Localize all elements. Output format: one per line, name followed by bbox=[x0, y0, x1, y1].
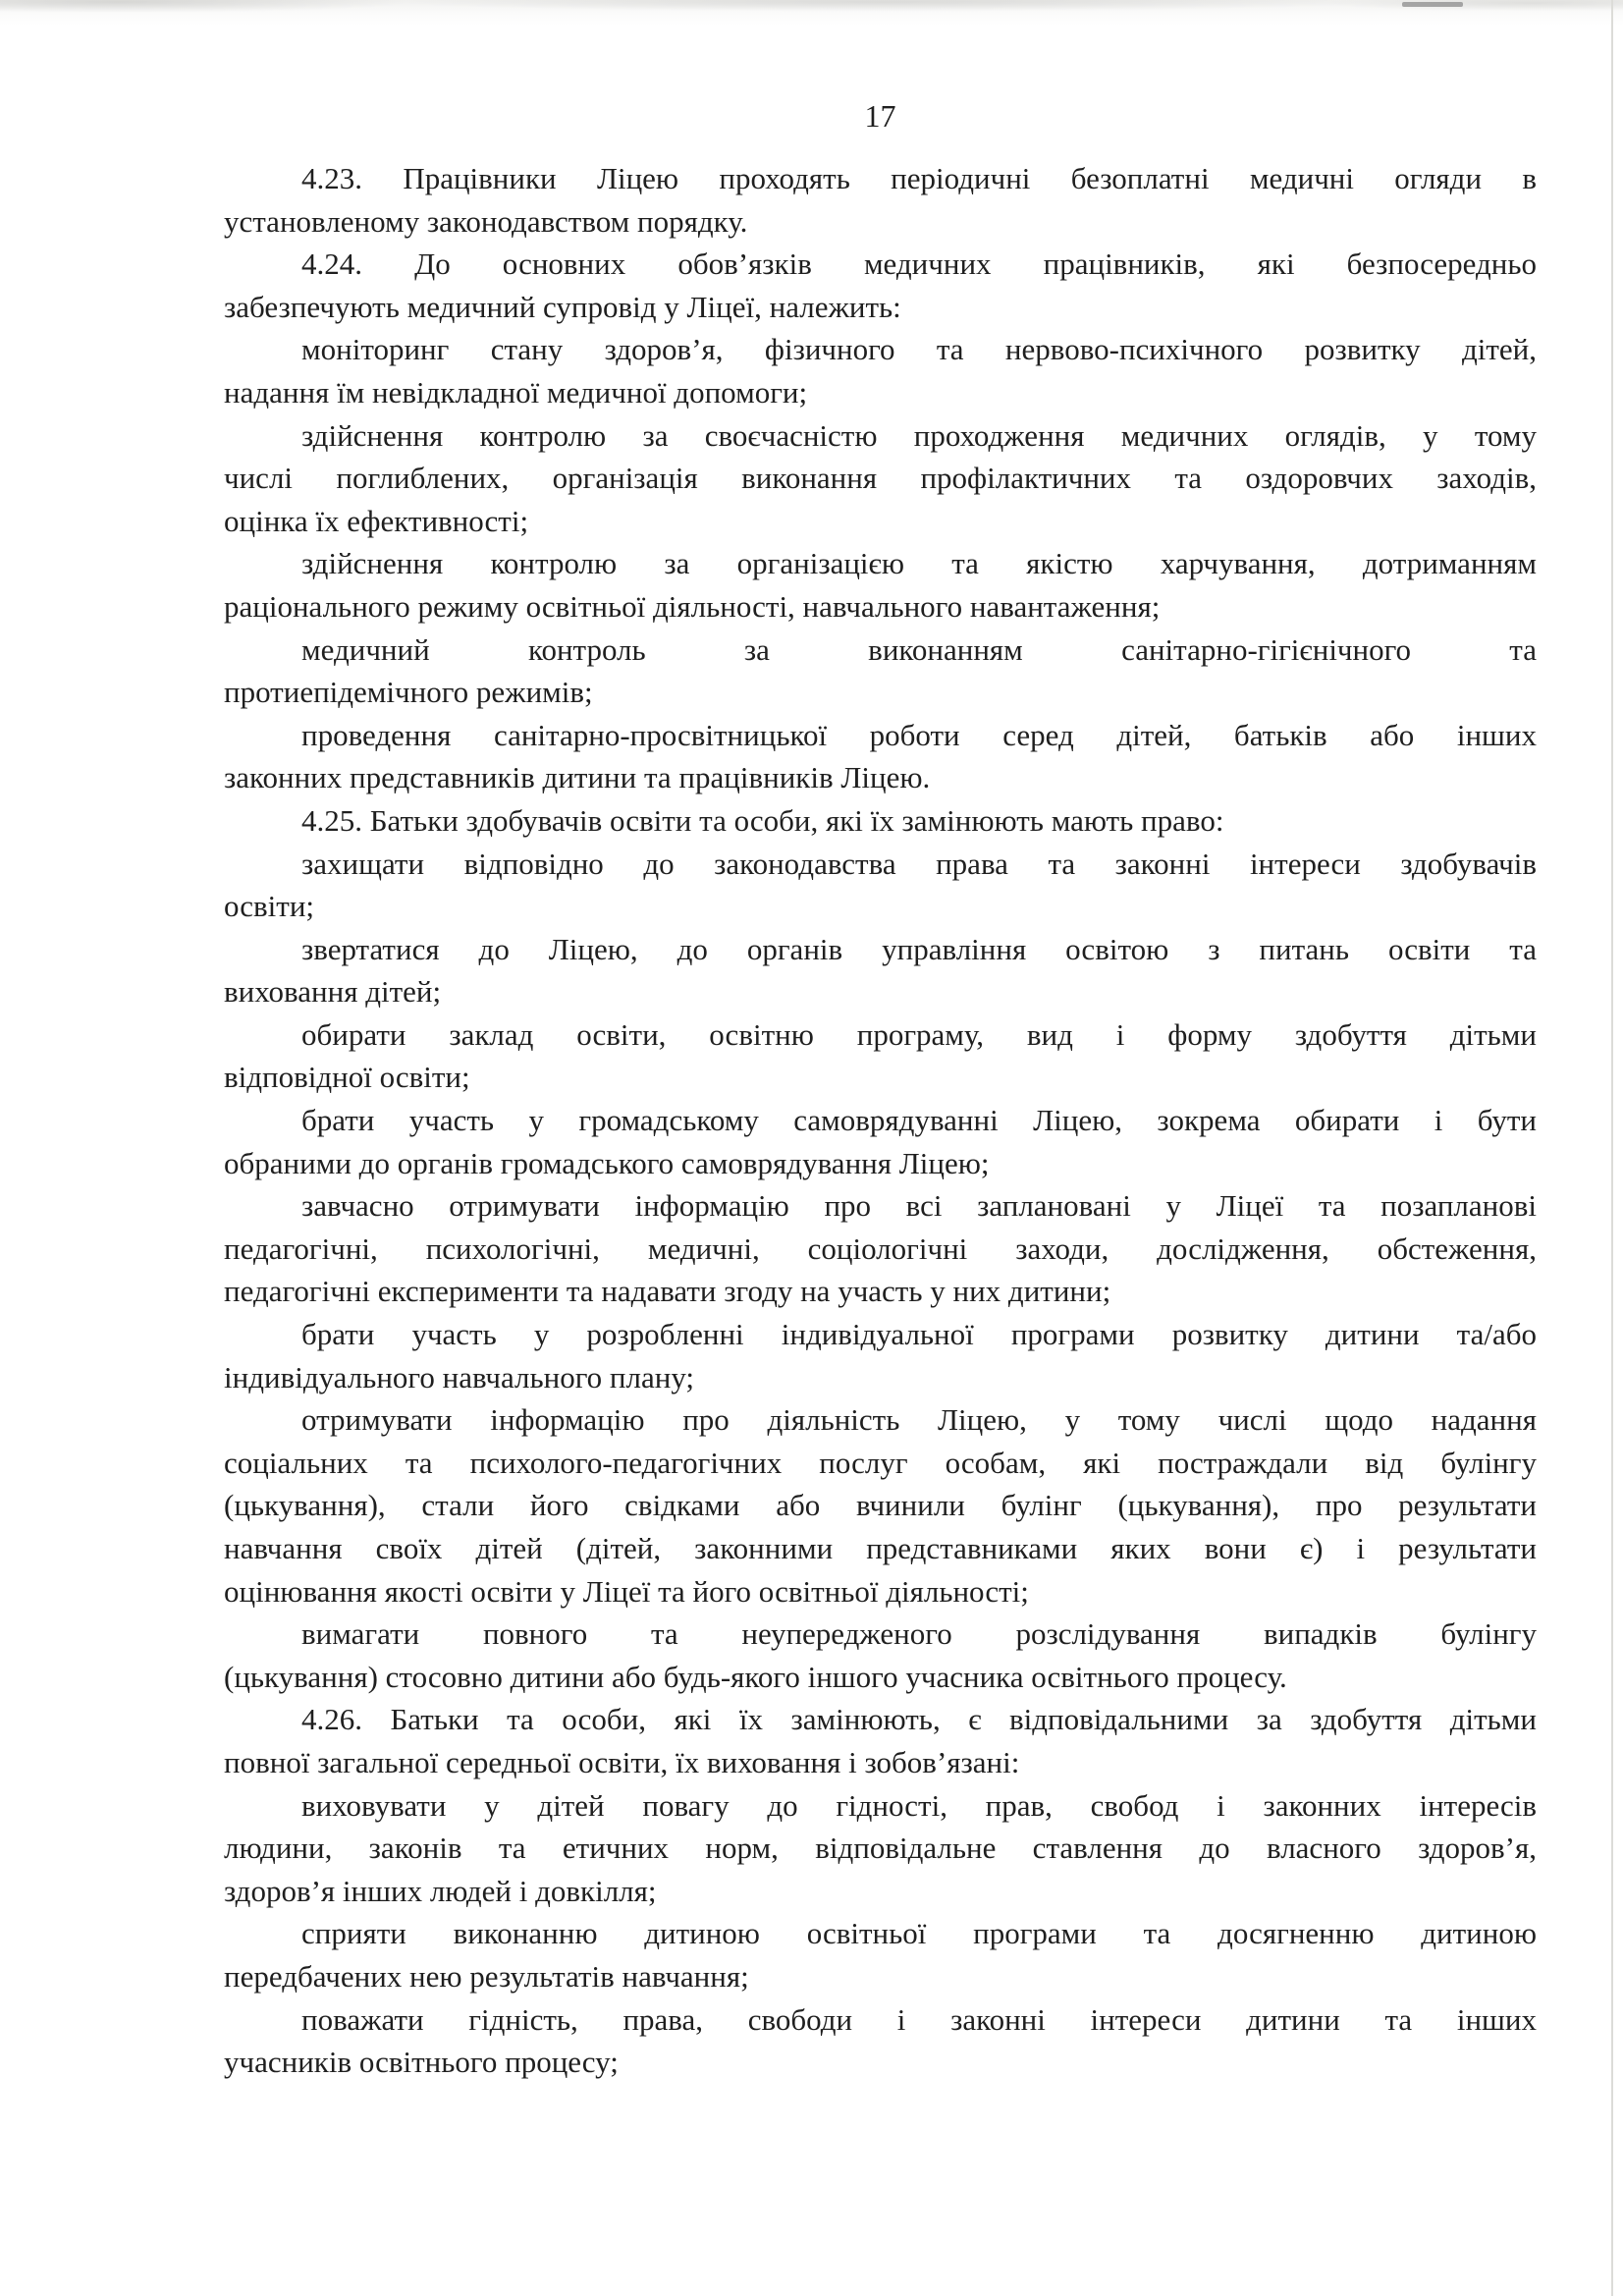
text-line: освіти; bbox=[224, 889, 315, 924]
paragraph bbox=[224, 1313, 1537, 1398]
paragraph bbox=[224, 928, 1537, 1013]
text-line: завчасно отримувати інформацію про всі заплановані у Ліцеї та позапланові bbox=[301, 1188, 1537, 1224]
text-line: законних представників дитини та працівників Ліцею. bbox=[224, 760, 931, 795]
paragraph bbox=[224, 542, 1537, 628]
text-line: захищати відповідно до законодавства права та законні інтереси здобувачів bbox=[301, 846, 1537, 881]
text-line: звертатися до Ліцею, до органів управління освітою з питань освіти та bbox=[301, 931, 1537, 966]
text-line: моніторинг стану здоров’я, фізичного та нервово-психічного розвитку дітей, bbox=[301, 332, 1537, 367]
text-line: отримувати інформацію про діяльність Ліцею, у тому числі щодо надання bbox=[301, 1402, 1537, 1438]
text-line: індивідуального навчального плану; bbox=[224, 1359, 695, 1394]
text-line: здоров’я інших людей і довкілля; bbox=[224, 1873, 657, 1908]
text-line: оцінка їх ефективності; bbox=[224, 503, 529, 538]
paragraph bbox=[224, 1013, 1537, 1099]
text-line: числі поглиблених, організація виконання профілактичних та оздоровчих заходів, bbox=[224, 461, 1537, 496]
text-line: навчання своїх дітей (дітей, законними представниками яких вони є) і результати bbox=[224, 1531, 1537, 1565]
text-line: учасників освітнього процесу; bbox=[224, 2045, 619, 2080]
text-line: (цькування), стали його свідками або вчинили булінг (цькування), про результати bbox=[224, 1488, 1537, 1523]
text-line: відповідної освіти; bbox=[224, 1060, 470, 1095]
text-line: виховання дітей; bbox=[224, 974, 442, 1010]
paragraph bbox=[224, 843, 1537, 928]
scan-artifact-edge-line bbox=[1611, 0, 1613, 2296]
text-line: установленому законодавством порядку. bbox=[224, 203, 748, 239]
paragraph bbox=[224, 714, 1537, 799]
paragraph bbox=[224, 1184, 1537, 1313]
text-line: 4.25. Батьки здобувачів освіти та особи, які їх замінюють мають право: bbox=[301, 802, 1224, 838]
paragraph bbox=[224, 799, 1537, 843]
text-line: протиепідемічного режимів; bbox=[224, 675, 593, 710]
scan-artifact-top-band bbox=[0, 0, 1623, 26]
text-line: (цькування) стосовно дитини або будь-якого іншого учасника освітнього процесу. bbox=[224, 1659, 1287, 1694]
text-line: 4.24. До основних обов’язків медичних працівників, які безпосередньо bbox=[301, 246, 1537, 282]
text-line: оцінювання якості освіти у Ліцеї та його освітньої діяльності; bbox=[224, 1573, 1029, 1609]
text-line: медичний контроль за виконанням санітарно-гігієнічного та bbox=[301, 631, 1537, 667]
text-line: здійснення контролю за своєчасністю проходження медичних оглядів, у тому bbox=[301, 417, 1537, 453]
text-line: передбачених нею результатів навчання; bbox=[224, 1958, 749, 1994]
paragraph bbox=[224, 1099, 1537, 1184]
text-line: надання їм невідкладної медичної допомоги; bbox=[224, 374, 808, 410]
paragraph bbox=[224, 1784, 1537, 1913]
text-line: педагогічні експерименти та надавати згоду на участь у них дитини; bbox=[224, 1274, 1111, 1309]
text-line: брати участь у громадському самоврядуванні Ліцею, зокрема обирати і бути bbox=[301, 1103, 1537, 1138]
text-line: забезпечують медичний супровід у Ліцеї, належить: bbox=[224, 289, 901, 324]
text-line: 4.23. Працівники Ліцею проходять періодичні безоплатні медичні огляди в bbox=[301, 161, 1537, 195]
text-line: проведення санітарно-просвітницької роботи серед дітей, батьків або інших bbox=[301, 717, 1537, 752]
text-line: обирати заклад освіти, освітню програму, вид і форму здобуття дітьми bbox=[301, 1016, 1537, 1052]
text-line: педагогічні, психологічні, медичні, соціологічні заходи, дослідження, обстеження, bbox=[224, 1230, 1537, 1266]
paragraph bbox=[224, 1912, 1537, 1997]
paragraph bbox=[224, 1698, 1537, 1783]
document-text bbox=[224, 157, 1537, 2084]
paragraph bbox=[224, 243, 1537, 328]
paragraph bbox=[224, 157, 1537, 243]
scan-artifact-streak bbox=[1402, 2, 1463, 7]
text-line: поважати гідність, права, свободи і законні інтереси дитини та інших bbox=[301, 2001, 1537, 2037]
page-number: 17 bbox=[864, 98, 896, 134]
text-line: здійснення контролю за організацією та якістю харчування, дотриманням bbox=[301, 546, 1537, 581]
text-line: сприяти виконанню дитиною освітньої програми та досягненню дитиною bbox=[301, 1916, 1537, 1951]
text-line: повної загальної середньої освіти, їх виховання і зобов’язані: bbox=[224, 1744, 1020, 1779]
text-line: соціальних та психолого-педагогічних послуг особам, які постраждали від булінгу bbox=[224, 1445, 1537, 1480]
paragraph bbox=[224, 1998, 1537, 2084]
text-line: виховувати у дітей повагу до гідності, прав, свобод і законних інтересів bbox=[301, 1787, 1537, 1823]
paragraph bbox=[224, 1398, 1537, 1613]
text-line: брати участь у розробленні індивідуальної програми розвитку дитини та/або bbox=[301, 1317, 1537, 1352]
text-line: людини, законів та етичних норм, відповідальне ставлення до власного здоров’я, bbox=[224, 1831, 1537, 1866]
text-line: вимагати повного та неупередженого розслідування випадків булінгу bbox=[301, 1616, 1537, 1652]
text-line: обраними до органів громадського самоврядування Ліцею; bbox=[224, 1145, 990, 1180]
text-line: раціонального режиму освітньої діяльності, навчального навантаження; bbox=[224, 588, 1161, 624]
paragraph bbox=[224, 414, 1537, 543]
paragraph bbox=[224, 1613, 1537, 1698]
paragraph bbox=[224, 328, 1537, 413]
paragraph bbox=[224, 629, 1537, 714]
text-line: 4.26. Батьки та особи, які їх замінюють, є відповідальними за здобуття дітьми bbox=[301, 1702, 1537, 1737]
